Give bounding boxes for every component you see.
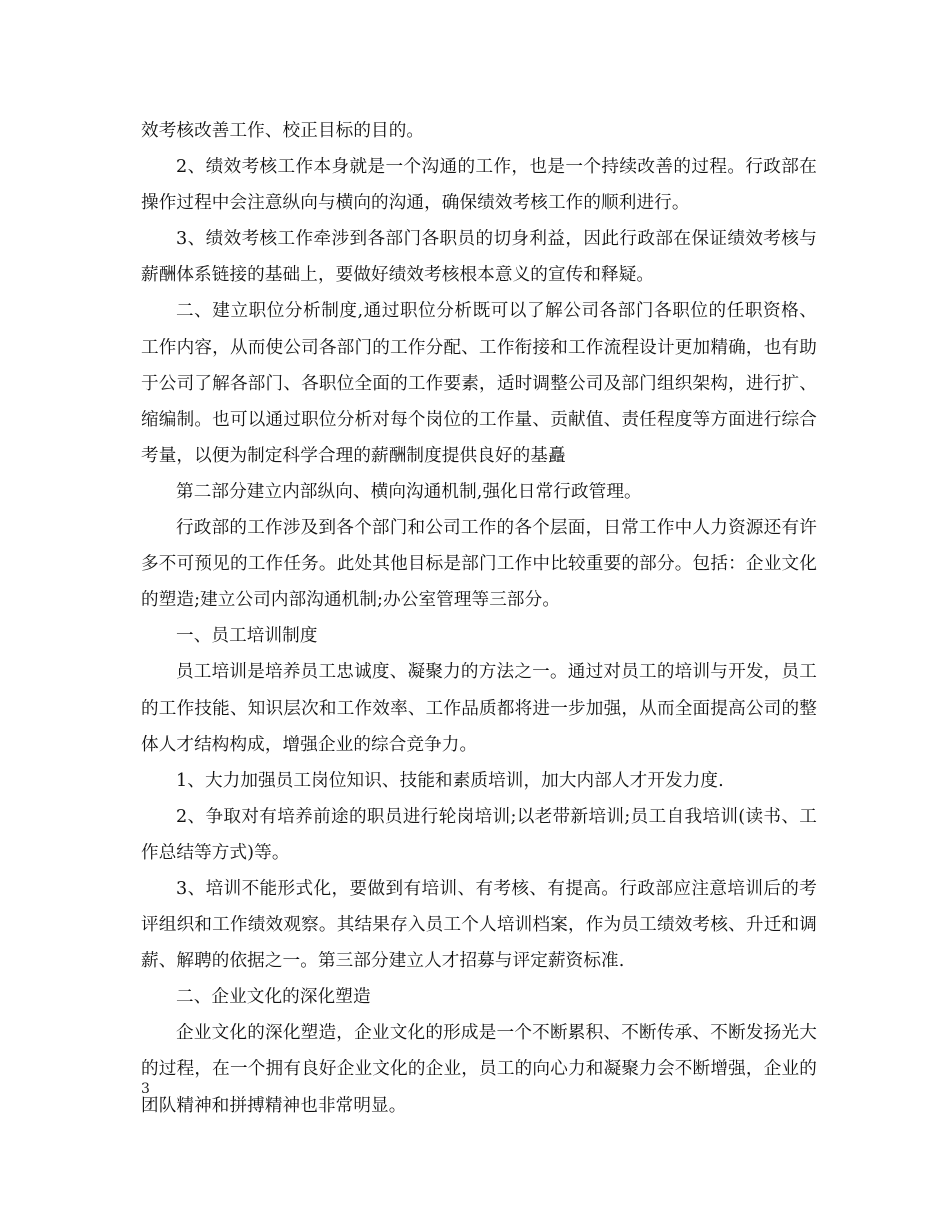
paragraph-11: 3、培训不能形式化，要做到有培训、有考核、有提高。行政部应注意培训后的考评组织和工作绩效观察。其结果存入员工个人培训档案，作为员工绩效考核、升迁和调薪、解聘的依据之一。第三部分建立人才招募与评定薪资标准. — [141, 878, 817, 972]
paragraph-13: 企业文化的深化塑造，企业文化的形成是一个不断累积、不断传承、不断发扬光大的过程，在一个拥有良好企业文化的企业，员工的向心力和凝聚力会不断增强，企业的团队精神和拼搏精神也非常明显。 — [141, 1023, 817, 1116]
document-body — [141, 113, 817, 1124]
paragraph-3: 3、绩效考核工作牵涉到各部门各职员的切身利益，因此行政部在保证绩效考核与薪酬体系链接的基础上，要做好绩效考核根本意义的宣传和释疑。 — [141, 229, 817, 286]
paragraph-6: 行政部的工作涉及到各个部门和公司工作的各个层面，日常工作中人力资源还有许多不可预见的工作任务。此处其他目标是部门工作中比较重要的部分。包括：企业文化的塑造;建立公司内部沟通机制;办公室管理等三部分。 — [141, 518, 817, 611]
paragraph-1: 效考核改善工作、校正目标的目的。 — [141, 121, 425, 141]
paragraph-9: 1、大力加强员工岗位知识、技能和素质培训，加大内部人才开发力度. — [176, 770, 724, 791]
section-heading-employee-training: 一、员工培训制度 — [176, 626, 318, 647]
page-number: 3 — [141, 1081, 150, 1097]
paragraph-4: 二、建立职位分析制度,通过职位分析既可以了解公司各部门各职位的任职资格、工作内容，从而使公司各部门的工作分配、工作衔接和工作流程设计更加精确，也有助于公司了解各部门、各职位全面的工作要素，适时调整公司及部门组织架构，进行扩、缩编制。也可以通过职位分析对每个岗位的工作量、贡献值、责任程度等方面进行综合考量，以便为制定科学合理的薪酬制度提供良好的基矗 — [141, 301, 817, 466]
paragraph-10: 2、争取对有培养前途的职员进行轮岗培训;以老带新培训;员工自我培训(读书、工作总结等方式)等。 — [141, 806, 817, 863]
paragraph-8: 员工培训是培养员工忠诚度、凝聚力的方法之一。通过对员工的培训与开发，员工的工作技能、知识层次和工作效率、工作品质都将进一步加强，从而全面提高公司的整体人才结构构成，增强企业的综合竞争力。 — [141, 662, 817, 755]
paragraph-2: 2、绩效考核工作本身就是一个沟通的工作，也是一个持续改善的过程。行政部在操作过程中会注意纵向与横向的沟通，确保绩效考核工作的顺利进行。 — [141, 157, 817, 214]
section-heading-corporate-culture: 二、企业文化的深化塑造 — [176, 987, 371, 1008]
paragraph-5: 第二部分建立内部纵向、横向沟通机制,强化日常行政管理。 — [176, 481, 642, 502]
